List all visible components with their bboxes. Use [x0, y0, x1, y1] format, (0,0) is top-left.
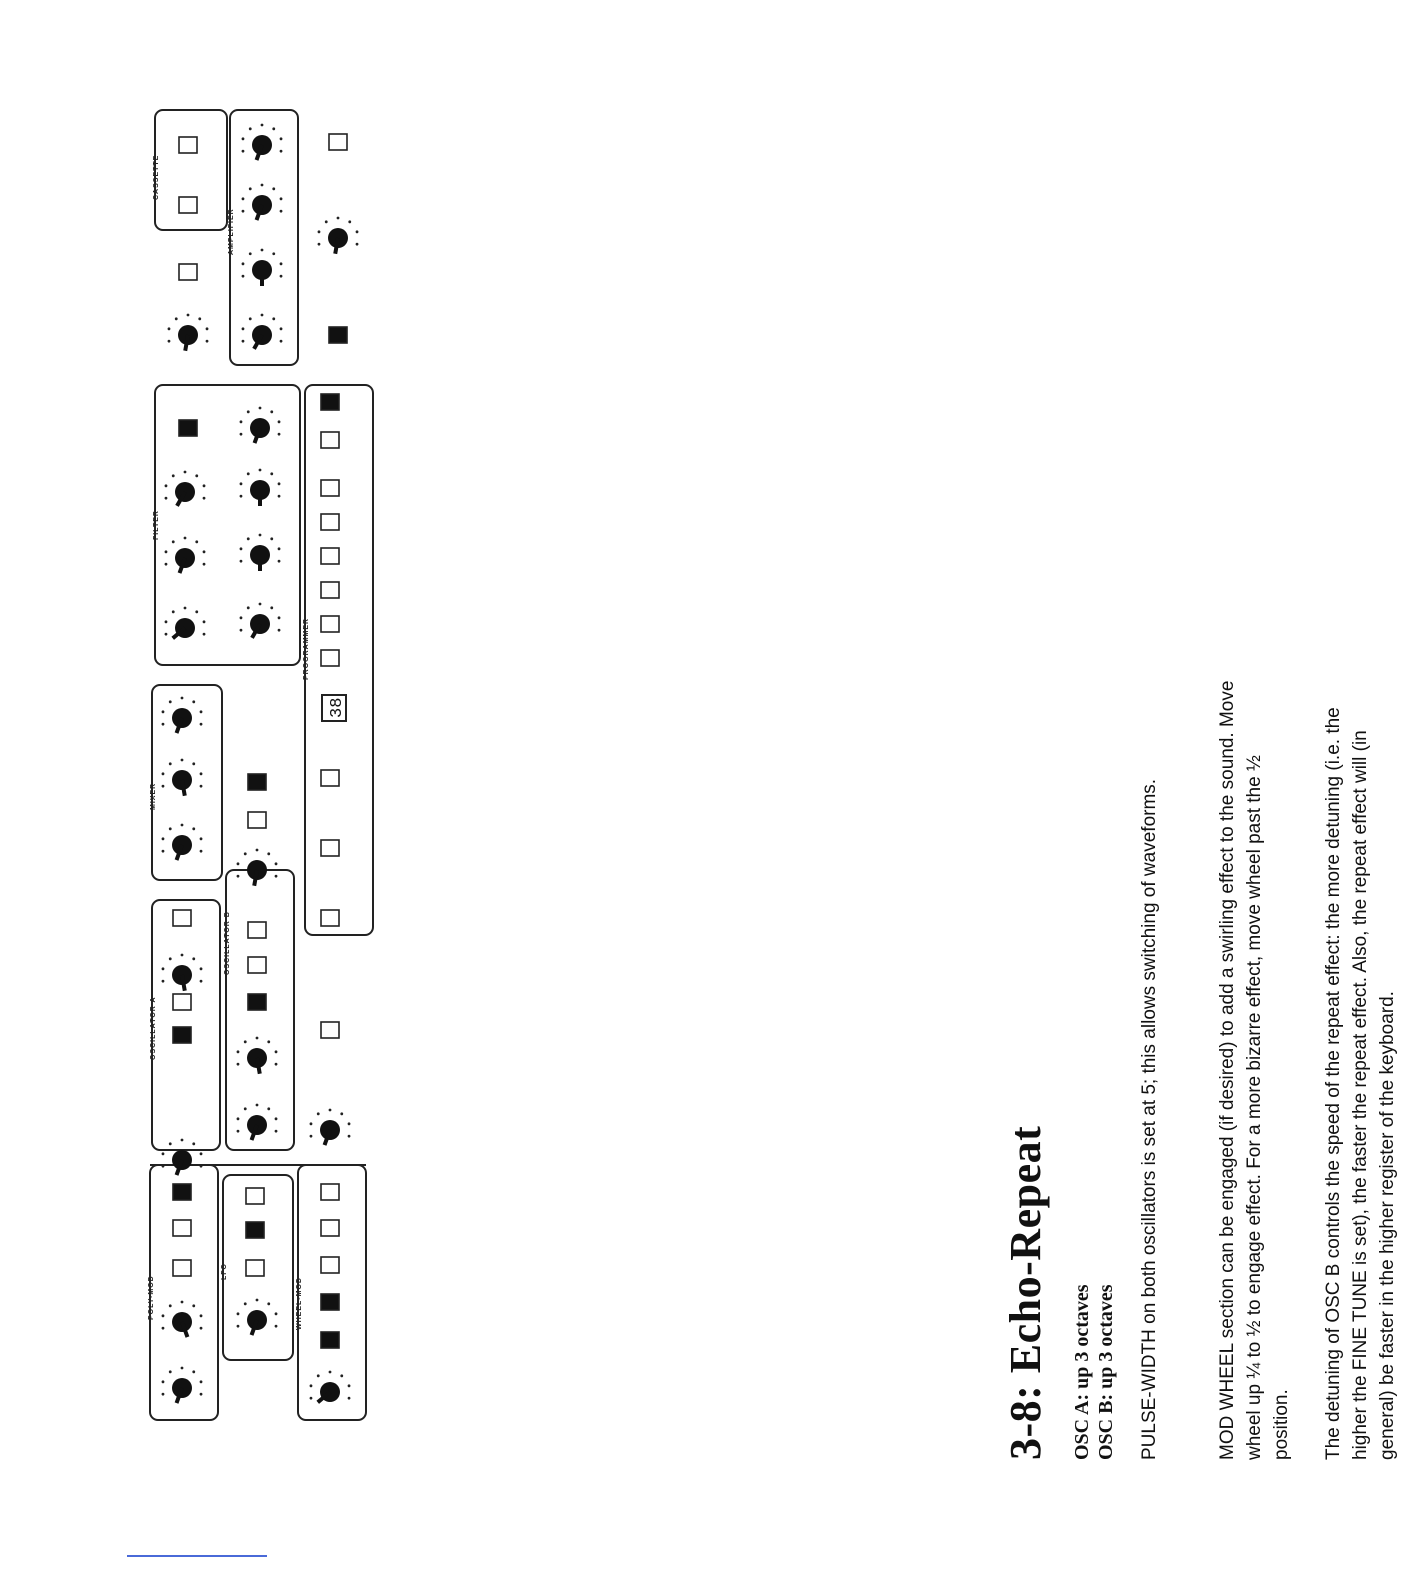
switch: [321, 616, 339, 632]
knob: [240, 469, 281, 506]
switch: [173, 910, 191, 926]
switch: [321, 548, 339, 564]
knob: [162, 954, 203, 991]
switch: [329, 327, 347, 343]
knob: [237, 1299, 278, 1335]
switch: [321, 394, 339, 410]
knob: [162, 1139, 203, 1175]
switch: [321, 650, 339, 666]
programmer-label: PROGRAMMER: [303, 617, 310, 680]
knob: [242, 184, 283, 220]
switch: [246, 1188, 264, 1204]
switch: [321, 1332, 339, 1348]
switch: [173, 1260, 191, 1276]
switch: [248, 774, 266, 790]
switch: [321, 1184, 339, 1200]
knob: [165, 471, 206, 506]
switch: [246, 1222, 264, 1238]
knob: [240, 603, 281, 638]
knob: [242, 249, 283, 286]
osc-a-setting: OSC A: up 3 octaves: [1071, 1284, 1093, 1460]
switch: [248, 957, 266, 973]
switch: [321, 582, 339, 598]
cassette-label: CASSETTE: [153, 154, 160, 200]
switch: [329, 134, 347, 150]
lfo-section: [223, 1175, 293, 1360]
filter-label: FILTER: [153, 510, 160, 540]
knob: [310, 1371, 351, 1403]
cassette-section: [155, 110, 227, 230]
switch: [321, 910, 339, 926]
knob: [168, 314, 209, 351]
switch: [246, 1260, 264, 1276]
wheel-mod-section: [298, 1165, 366, 1420]
knob: [242, 124, 283, 160]
switch: [321, 1022, 339, 1038]
knob: [237, 1104, 278, 1140]
wheel-mod-label: WHEEL-MOD: [296, 1277, 303, 1330]
switch: [179, 197, 197, 213]
switch: [321, 432, 339, 448]
knob: [162, 1301, 203, 1337]
osc-b-label: OSCILLATOR B: [224, 911, 231, 975]
paragraph-pulse-width: PULSE-WIDTH on both oscillators is set at 5; this allows switching of waveforms.: [1139, 778, 1160, 1460]
osc-a-label: OSCILLATOR A: [150, 996, 157, 1060]
knob: [240, 407, 281, 443]
knob: [165, 607, 206, 639]
knob: [237, 1037, 278, 1074]
switch: [321, 1294, 339, 1310]
osc-a-section: [152, 900, 220, 1150]
page-title: 3-8: Echo-Repeat: [1001, 1125, 1050, 1460]
knob: [162, 697, 203, 733]
mixer-label: MIXER: [150, 782, 157, 810]
poly-mod-label: POLY-MOD: [148, 1275, 155, 1320]
lfo-label: LFO: [221, 1263, 228, 1280]
knob: [242, 314, 283, 349]
knob: [318, 217, 359, 254]
program-display-value: 38: [328, 697, 347, 718]
page-footer-rule: [127, 1555, 267, 1557]
knob: [237, 849, 278, 886]
paragraph-detuning: The detuning of OSC B controls the speed of the repeat effect: the more detuning (i.e. the higher the FINE TUNE is set), the faster the repeat effect. Also, the repeat effect will (in general) be faster in the higher register of the keyboard.: [1323, 707, 1398, 1460]
switch: [179, 420, 197, 436]
knob-group: [162, 124, 359, 1403]
knob: [162, 759, 203, 796]
knob: [310, 1109, 351, 1145]
switch: [321, 770, 339, 786]
osc-b-setting: OSC B: up 3 octaves: [1095, 1284, 1117, 1460]
knob: [162, 1367, 203, 1403]
knob: [240, 534, 281, 571]
switch: [179, 137, 197, 153]
amplifier-label: AMPLIFIER: [228, 208, 235, 255]
switch: [321, 840, 339, 856]
knob: [165, 537, 206, 573]
switch: [173, 1184, 191, 1200]
switch: [321, 480, 339, 496]
switch: [248, 922, 266, 938]
knob: [162, 824, 203, 860]
switch: [179, 264, 197, 280]
text-block: [1000, 630, 1400, 1500]
switch: [173, 994, 191, 1010]
switch: [321, 1220, 339, 1236]
switch: [248, 994, 266, 1010]
switch: [248, 812, 266, 828]
switch: [321, 514, 339, 530]
switch: [173, 1220, 191, 1236]
paragraph-mod-wheel: MOD WHEEL section can be engaged (if desired) to add a swirling effect to the sound. Move wheel up ¼ to ½ to engage effect. For a more bizarre effect, move wheel past the ½ position.: [1217, 680, 1292, 1460]
switch: [321, 1257, 339, 1273]
switch: [173, 1027, 191, 1043]
